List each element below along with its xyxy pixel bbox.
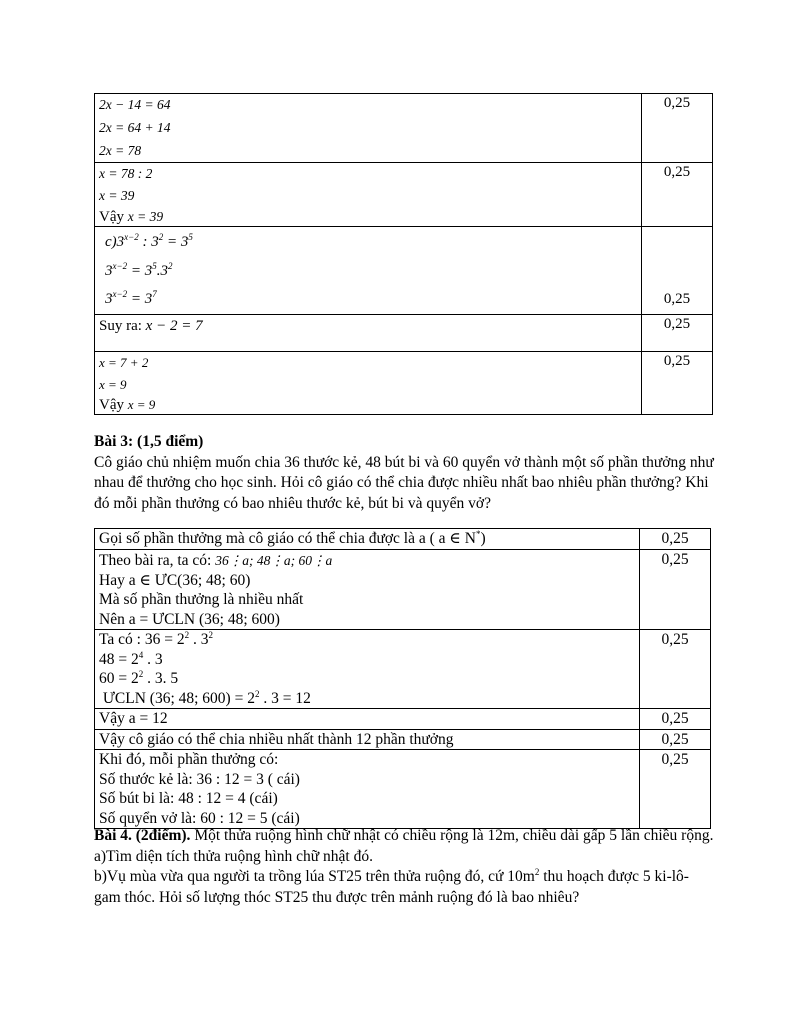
- part-b-text: thu hoạch được 5 ki-lô-gam thóc. Hỏi số lượng thóc ST25 thu được trên mảnh ruộng đó là bao nhiêu?: [94, 868, 689, 906]
- conclusion-line: [99, 208, 637, 226]
- row-text: . 3: [143, 650, 163, 668]
- line-label: Suy ra:: [99, 318, 142, 334]
- solution-table-part-b: [94, 93, 713, 415]
- table-row: [95, 709, 711, 730]
- equation-line: x = 39: [99, 188, 135, 203]
- row-line: Khi đó, mỗi phần thưởng có:: [99, 751, 279, 768]
- row-text: . 3 = 12: [259, 689, 311, 707]
- row-line: Hay a ∈ ƯC(36; 48; 60): [99, 571, 251, 589]
- score-cell: [642, 94, 713, 163]
- exponent: 7: [152, 289, 157, 299]
- math-term: = 3: [163, 234, 189, 250]
- row-text: ƯCLN (36; 48; 600) = 2: [99, 689, 255, 707]
- problem-4-statement: [94, 826, 714, 847]
- math-term: 3: [105, 291, 113, 307]
- exponent: 4: [138, 649, 144, 660]
- exponent: x−2: [124, 232, 139, 242]
- score-value: 0,25: [661, 530, 689, 547]
- problem-4: [94, 826, 714, 908]
- part-label: c): [105, 234, 117, 250]
- answer-cell: [95, 630, 640, 709]
- problem-4-part-a: a)Tìm diện tích thửa ruộng hình chữ nhật đó.: [94, 847, 373, 865]
- conclusion-math: x = 39: [127, 209, 164, 224]
- score-cell: [640, 709, 711, 730]
- problem-4-heading: Bài 4. (2điểm).: [94, 827, 191, 844]
- score-value: 0,25: [661, 710, 689, 727]
- answer-cell: [95, 750, 640, 829]
- answer-cell: [95, 729, 640, 750]
- answer-cell: [95, 94, 642, 163]
- math-term: 36⋮a; 48⋮a; 60⋮a: [215, 552, 333, 568]
- row-line: Số quyển vở là: 60 : 12 = 5 (cái): [99, 809, 300, 827]
- solution-table-problem-3: [94, 528, 711, 829]
- score-value: 0,25: [661, 751, 689, 768]
- equation-line: 2x = 78: [99, 143, 142, 158]
- row-line: Số thước kẻ là: 36 : 12 = 3 ( cái): [99, 770, 300, 788]
- answer-cell: [95, 163, 642, 227]
- row-line: [99, 689, 635, 709]
- score-value: 0,25: [663, 291, 691, 307]
- exponent: 5: [188, 232, 193, 242]
- table-row: [95, 549, 711, 630]
- table-row: [95, 163, 713, 227]
- row-text: 60 = 2: [99, 670, 139, 687]
- conclusion-math: x = 9: [127, 397, 156, 412]
- score-value: 0,25: [661, 550, 689, 568]
- equation-line: [99, 257, 637, 286]
- equation-line: 2x = 64 + 14: [99, 120, 171, 135]
- score-cell: [640, 630, 711, 709]
- problem-3-text: Cô giáo chủ nhiệm muốn chia 36 thước kẻ, 48 bút bi và 60 quyển vở thành một số phần thưởng như nhau để thưởng cho học sinh. Hỏi cô giáo có thể chia được nhiều nhất bao nhiêu phần thưởng? Khi đó mỗi phần thưởng có bao nhiêu thước kẻ, bút bi và quyển vở?: [94, 453, 714, 512]
- math-term: .3: [156, 263, 168, 279]
- math-term: = 3: [127, 263, 153, 279]
- row-text: . 3. 5: [143, 670, 179, 687]
- exponent: 2: [138, 668, 144, 679]
- superscript: 2: [534, 866, 540, 877]
- exponent: x−2: [112, 261, 128, 271]
- answer-cell: [95, 549, 640, 630]
- score-value: 0,25: [663, 95, 691, 111]
- equation-line: 2x − 14 = 64: [99, 97, 171, 112]
- math-term: 3: [116, 234, 125, 250]
- problem-4-text: Một thửa ruộng hình chữ nhật có chiều rộng là 12m, chiều dài gấp 5 lần chiều rộng.: [190, 827, 714, 844]
- exponent: x−2: [112, 289, 128, 299]
- answer-cell: [95, 352, 642, 415]
- table-row: [95, 227, 713, 315]
- conclusion-label: Vậy: [99, 209, 124, 225]
- table-row: [95, 630, 711, 709]
- score-value: 0,25: [663, 164, 691, 180]
- equation-line: x = 78 : 2: [99, 166, 153, 181]
- exponent: 2: [254, 688, 260, 699]
- answer-cell: [95, 315, 642, 352]
- score-cell: [642, 315, 713, 352]
- exponent: 2: [208, 629, 213, 640]
- math-term: 3: [105, 263, 113, 279]
- math-term: : 3: [138, 234, 159, 250]
- row-text: ): [480, 530, 486, 547]
- score-value: 0,25: [661, 730, 689, 748]
- score-cell: [642, 227, 713, 315]
- answer-cell: [95, 709, 640, 730]
- score-cell: [642, 352, 713, 415]
- row-text: Ta có : 36 = 2: [99, 631, 185, 648]
- equation-line: [99, 227, 637, 257]
- row-line: [99, 650, 635, 670]
- row-text: . 3: [189, 631, 209, 648]
- superscript: *: [475, 528, 481, 539]
- row-text: Vậy a = 12: [99, 710, 168, 727]
- exponent: 2: [167, 261, 173, 271]
- row-line: Mà số phần thưởng là nhiều nhất: [99, 591, 304, 608]
- exponent: 5: [152, 261, 157, 271]
- score-cell: [642, 163, 713, 227]
- table-row: [95, 529, 711, 550]
- score-value: 0,25: [661, 631, 689, 648]
- table-row: [95, 729, 711, 750]
- row-text: 48 = 2: [99, 650, 139, 668]
- conclusion-label: Vậy: [99, 397, 124, 413]
- answer-cell: [95, 227, 642, 315]
- table-row: [95, 94, 713, 163]
- score-value: 0,25: [663, 353, 691, 369]
- table-row: [95, 352, 713, 415]
- part-b-text: b)Vụ mùa vừa qua người ta trồng lúa ST25 trên thửa ruộng đó, cứ 10m: [94, 868, 535, 885]
- equation-line: x = 9: [99, 377, 127, 392]
- row-line: Nên a = ƯCLN (36; 48; 600): [99, 610, 280, 628]
- table-row: [95, 315, 713, 352]
- row-text: Vậy cô giáo có thể chia nhiều nhất thành 12 phần thưởng: [99, 730, 454, 748]
- score-cell: [640, 529, 711, 550]
- problem-3: [94, 432, 714, 514]
- problem-3-heading: Bài 3: (1,5 điểm): [94, 433, 204, 450]
- math-term: x − 2 = 7: [145, 318, 203, 334]
- equation-line: [99, 286, 637, 312]
- row-line: Số bút bi là: 48 : 12 = 4 (cái): [99, 790, 278, 807]
- equation-line: [99, 315, 637, 337]
- row-text: Theo bài ra, ta có:: [99, 551, 212, 569]
- conclusion-line: [99, 396, 637, 414]
- row-text: Gọi số phần thưởng mà cô giáo có thể chia được là a ( a ∈ N: [99, 530, 476, 547]
- score-cell: [640, 729, 711, 750]
- score-cell: [640, 750, 711, 829]
- score-cell: [640, 549, 711, 630]
- row-line: [99, 550, 635, 571]
- exponent: 2: [184, 629, 190, 640]
- table-row: [95, 750, 711, 829]
- math-term: = 3: [127, 291, 153, 307]
- problem-4-part-b: [94, 867, 714, 908]
- exponent: 2: [158, 232, 164, 242]
- row-line: [99, 630, 635, 650]
- row-line: [99, 669, 635, 689]
- equation-line: x = 7 + 2: [99, 355, 149, 370]
- answer-cell: [95, 529, 640, 550]
- score-value: 0,25: [663, 316, 691, 332]
